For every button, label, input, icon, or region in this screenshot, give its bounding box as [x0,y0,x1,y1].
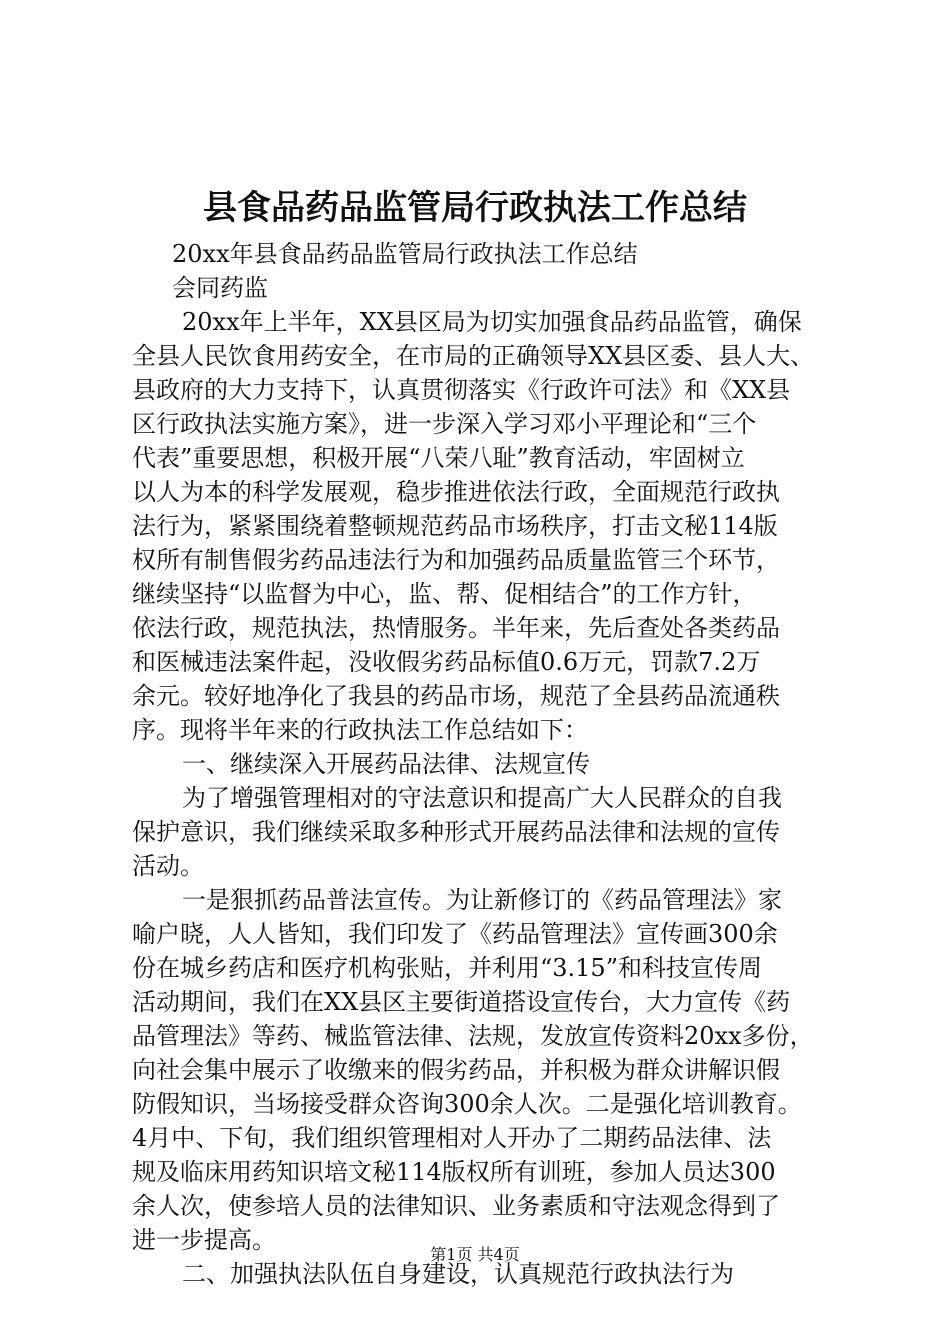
paragraph-line: 依法行政，规范执法，热情服务。半年来，先后查处各类药品 [132,614,780,642]
paragraph-line: 进一步提高。 [132,1226,276,1254]
paragraph-line: 法行为，紧紧围绕着整顿规范药品市场秩序，打击文秘114版 [132,512,778,540]
paragraph-line: 一是狠抓药品普法宣传。为让新修订的《药品管理法》家 [182,886,782,914]
paragraph-line: 4月中、下旬，我们组织管理相对人开办了二期药品法律、法 [132,1124,772,1152]
paragraph-line: 权所有制售假劣药品违法行为和加强药品质量监管三个环节， [132,546,780,574]
paragraph-line: 为了增强管理相对的守法意识和提高广大人民群众的自我 [182,784,782,812]
paragraph-line: 和医械违法案件起，没收假劣药品标值0.6万元，罚款7.2万 [132,648,761,676]
paragraph-line: 向社会集中展示了收缴来的假劣药品，并积极为群众讲解识假 [132,1056,780,1084]
paragraph-line: 活动。 [132,852,204,880]
paragraph-line: 全县人民饮食用药安全，在市局的正确领导XX县区委、县人大、 [132,342,815,370]
paragraph-line: 20xx年上半年，XX县区局为切实加强食品药品监管，确保 [182,308,802,336]
document-title: 县食品药品监管局行政执法工作总结 [203,188,747,228]
paragraph-line: 序。现将半年来的行政执法工作总结如下： [132,716,588,744]
paragraph-line: 品管理法》等药、械监管法律、法规，发放宣传资料20xx多份， [132,1022,814,1050]
paragraph-line: 喻户晓，人人皆知，我们印发了《药品管理法》宣传画300余 [132,920,778,948]
paragraph-line: 活动期间，我们在XX县区主要街道搭设宣传台，大力宣传《药 [132,988,791,1016]
paragraph-line: 继续坚持“以监督为中心，监、帮、促相结合”的工作方针， [132,580,757,608]
paragraph-line: 余人次，使参培人员的法律知识、业务素质和守法观念得到了 [132,1192,780,1220]
section-heading: 二、加强执法队伍自身建设，认真规范行政执法行为 [182,1260,734,1288]
paragraph-line: 代表”重要思想，积极开展“八荣八耻”教育活动，牢固树立 [132,444,745,472]
subtitle-line: 20xx年县食品药品监管局行政执法工作总结 [172,240,638,268]
page-number: 第1页 共4页 [430,1245,520,1264]
author-line: 会同药监 [172,274,268,302]
paragraph-line: 份在城乡药店和医疗机构张贴，并利用“3.15”和科技宣传周 [132,954,762,982]
paragraph-line: 区行政执法实施方案》，进一步深入学习邓小平理论和“三个 [132,410,757,438]
paragraph-line: 保护意识，我们继续采取多种形式开展药品法律和法规的宣传 [132,818,780,846]
section-heading: 一、继续深入开展药品法律、法规宣传 [182,750,590,778]
document-body [132,237,852,1291]
paragraph-line: 县政府的大力支持下，认真贯彻落实《行政许可法》和《XX县 [132,376,791,404]
paragraph-line: 规及临床用药知识培文秘114版权所有训班，参加人员达300 [132,1158,776,1186]
paragraph-line: 余元。较好地净化了我县的药品市场，规范了全县药品流通秩 [132,682,780,710]
paragraph-line: 防假知识，当场接受群众咨询300余人次。二是强化培训教育。 [132,1090,802,1118]
paragraph-line: 以人为本的科学发展观，稳步推进依法行政，全面规范行政执 [132,478,780,506]
